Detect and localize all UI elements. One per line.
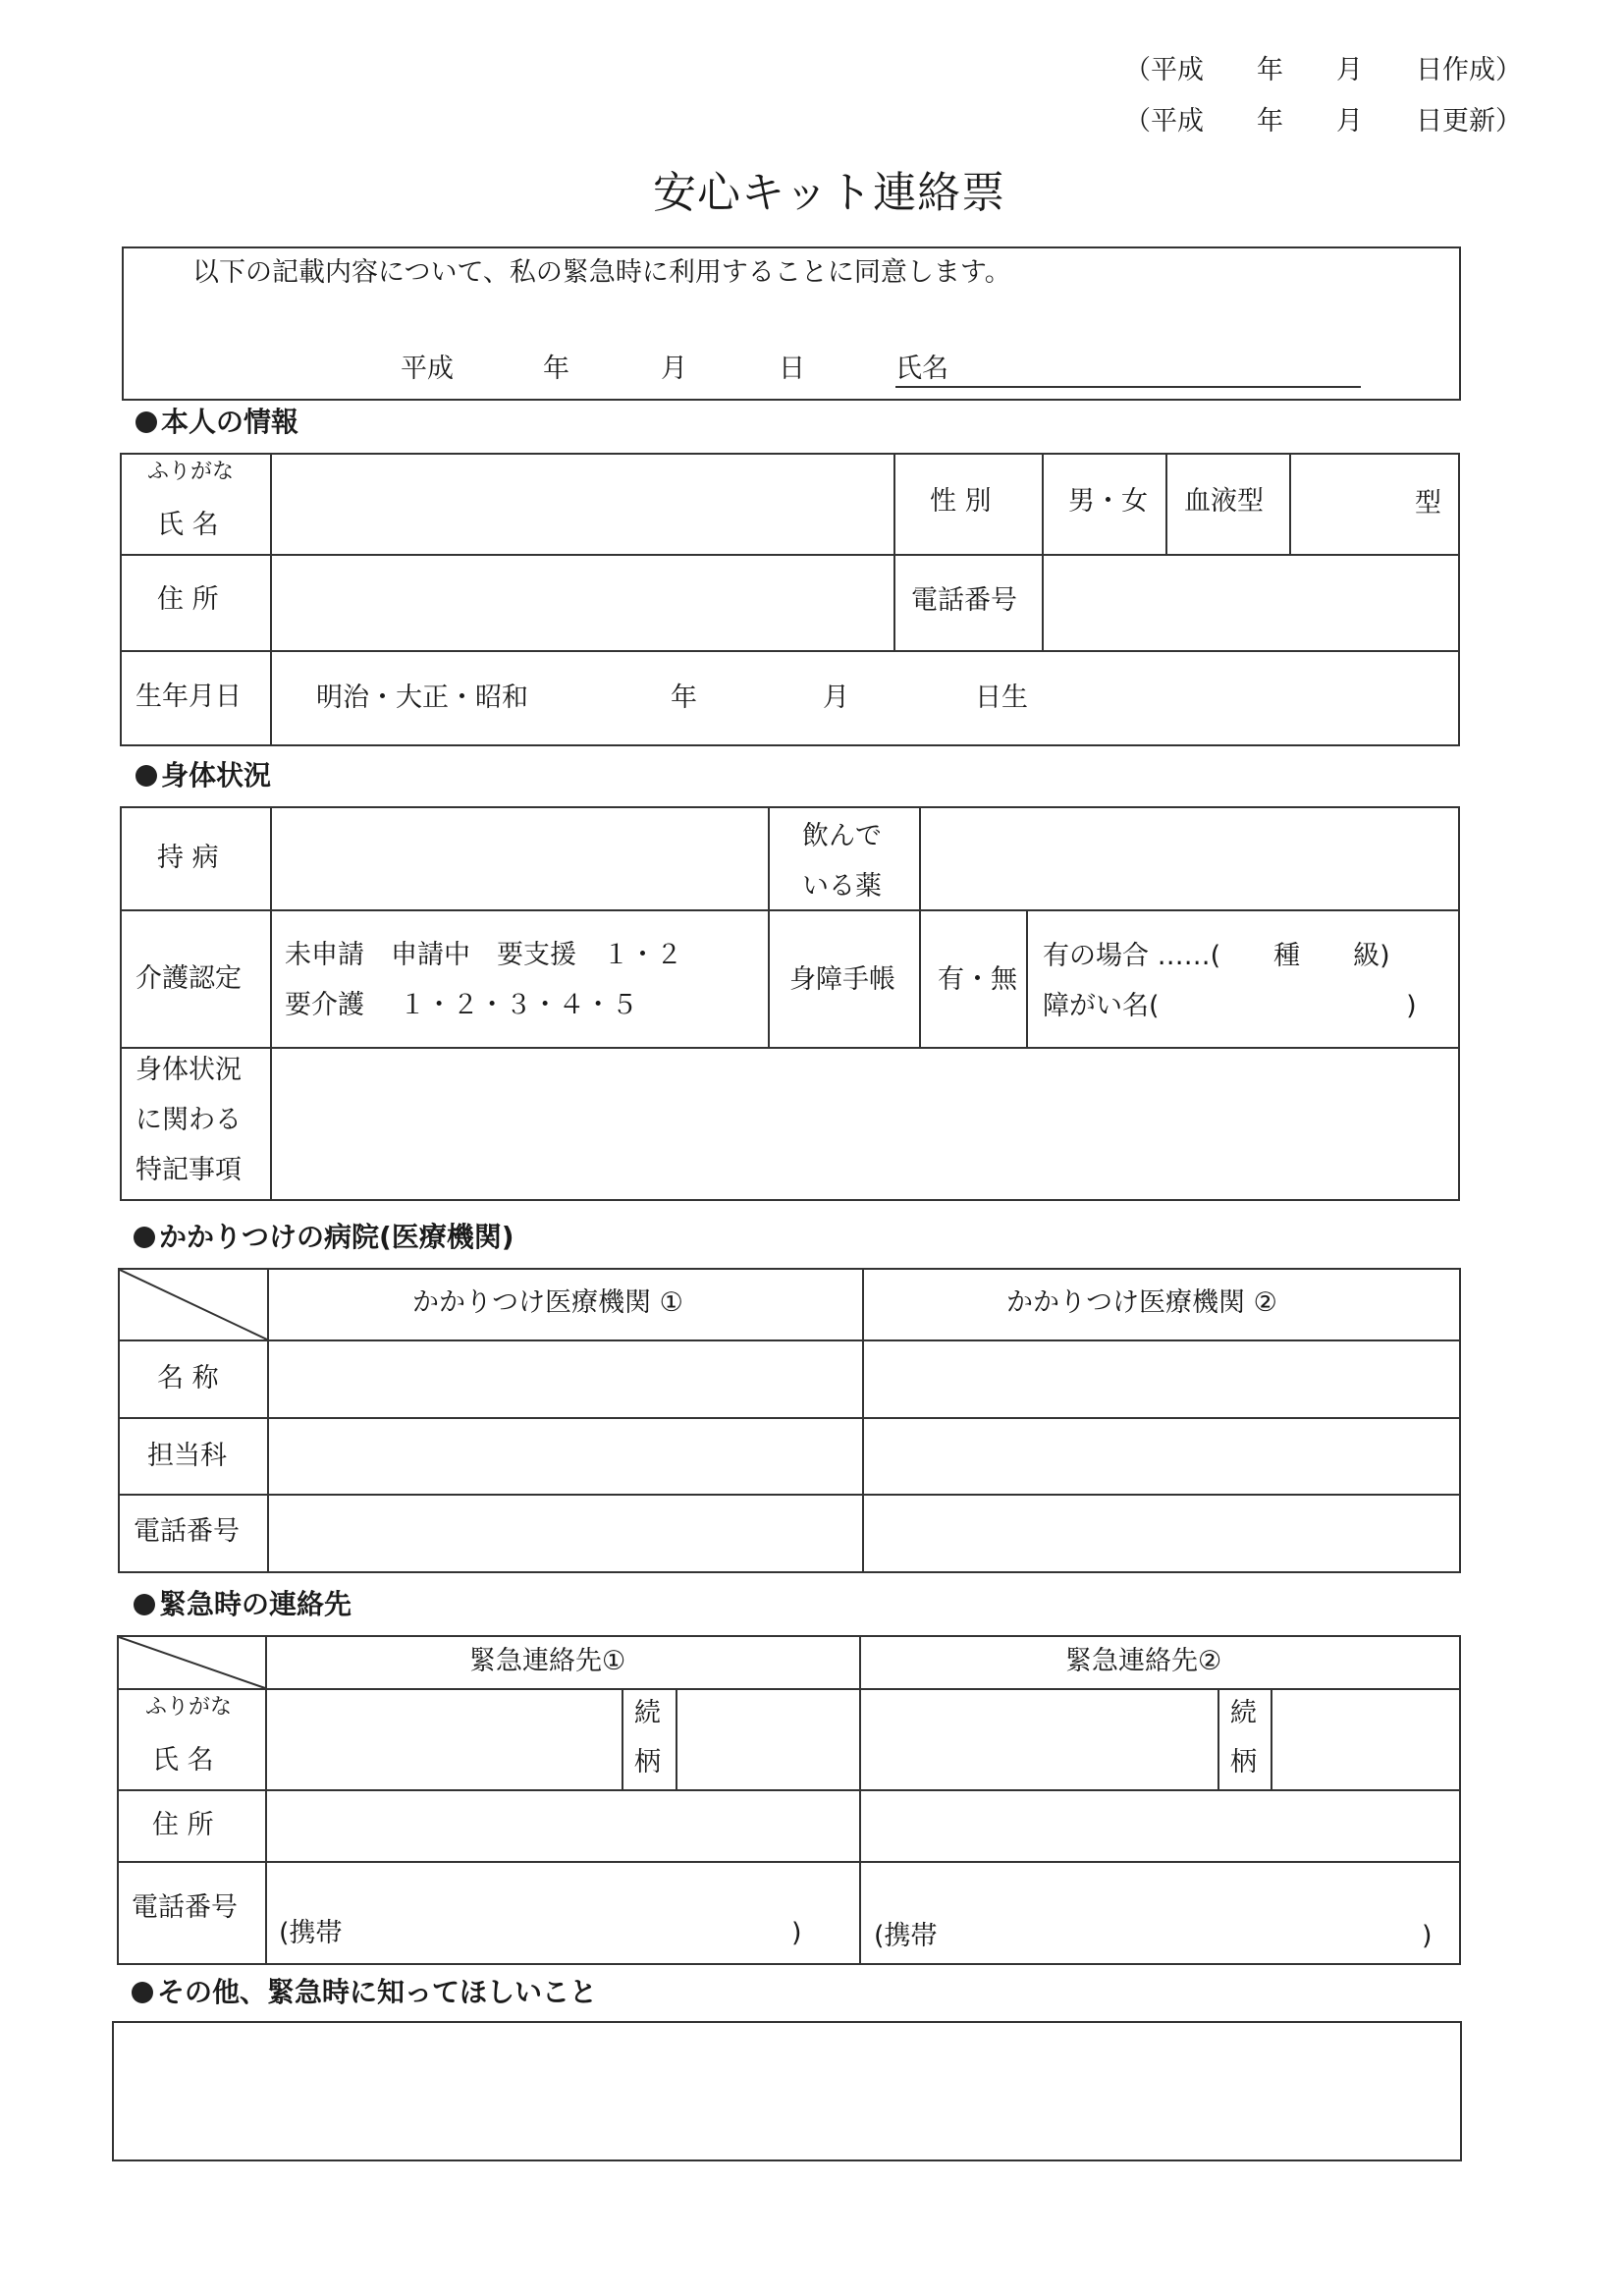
updated-date-line: （平成 年 月 日更新） [1124,106,1522,137]
hospital-col-2-header: かかりつけ医療機関 ② [1006,1287,1277,1318]
gender-label: 性 別 [930,486,992,517]
emergency-2-mobile-close: ) [1422,1921,1433,1951]
blood-type-field[interactable] [1292,456,1410,552]
notes-label-1: 身体状況 [135,1055,242,1085]
emergency-1-mobile-open: (携帯 [279,1918,343,1948]
bullet-icon [135,411,157,433]
emergency-corner-diagonal [117,1635,266,1689]
medicine-label-1: 飲んで [802,821,882,851]
hospital-row-department-label: 担当科 [147,1441,227,1471]
section-physical-heading: 身体状況 [135,762,271,790]
consent-name-label: 氏名 [895,354,948,384]
emergency-2-mobile-field[interactable] [957,1910,1414,1954]
emergency-2-address-field[interactable] [862,1792,1459,1859]
personal-name-label: 氏 名 [157,510,219,540]
birth-day-label: 日生 [975,683,1028,713]
disability-handbook-label: 身障手帳 [789,964,895,995]
birth-month-label: 月 [823,683,849,713]
care-certification-label: 介護認定 [135,963,242,994]
emergency-furigana-label: ふりがな [145,1695,233,1720]
consent-statement: 以下の記載内容について、私の緊急時に利用することに同意します。 [192,257,1011,288]
personal-phone-field[interactable] [1045,557,1458,648]
emergency-1-name-field[interactable] [268,1691,620,1787]
consent-name-underline[interactable] [895,386,1361,388]
hospital-row-phone-label: 電話番号 [134,1516,240,1547]
hospital-col-1-header: かかりつけ医療機関 ① [412,1287,683,1318]
section-hospital-heading: かかりつけの病院(医療機関) [134,1224,514,1251]
bullet-icon [134,1227,155,1248]
section-personal-heading: 本人の情報 [135,409,298,436]
blood-type-suffix: 型 [1415,488,1441,519]
emergency-1-relation-label-2: 柄 [634,1747,661,1777]
bullet-icon [134,1594,155,1615]
consent-day: 日 [779,354,805,384]
care-options-line-1[interactable]: 未申請 申請中 要支援 １・２ [285,940,682,970]
emergency-2-relation-label-2: 柄 [1230,1747,1257,1777]
bullet-icon [132,1982,153,2003]
hospital-row-name-label: 名 称 [157,1363,219,1394]
hospital-2-phone-field[interactable] [865,1497,1459,1571]
section-other-heading: その他、緊急時に知ってほしいこと [132,1979,597,2006]
emergency-phone-label: 電話番号 [132,1892,238,1923]
created-date-line: （平成 年 月 日作成） [1124,55,1522,85]
personal-furigana-label: ふりがな [147,460,235,484]
emergency-2-relation-field[interactable] [1273,1691,1459,1787]
physical-notes-field[interactable] [273,1050,1458,1199]
emergency-address-label: 住 所 [152,1810,214,1840]
emergency-2-mobile-open: (携帯 [874,1921,938,1951]
personal-name-field[interactable] [273,456,892,552]
personal-address-field[interactable] [273,557,892,648]
emergency-1-mobile-close: ) [791,1918,802,1948]
notes-label-2: に関わる [135,1105,242,1135]
disability-name-line[interactable]: 障がい名( ) [1043,991,1417,1021]
blood-type-label: 血液型 [1184,486,1264,517]
consent-year: 年 [543,354,569,384]
care-options-line-2[interactable]: 要介護 １・２・３・４・５ [285,990,638,1020]
emergency-1-relation-label-1: 続 [634,1698,661,1728]
hospital-1-name-field[interactable] [270,1342,860,1415]
emergency-name-label: 氏 名 [152,1745,214,1776]
birth-era-options[interactable]: 明治・大正・昭和 [316,683,528,713]
emergency-2-name-field[interactable] [862,1691,1216,1787]
emergency-1-relation-field[interactable] [678,1691,857,1787]
hospital-2-name-field[interactable] [865,1342,1459,1415]
gender-options[interactable]: 男・女 [1068,486,1148,517]
section-emergency-heading: 緊急時の連絡先 [134,1591,352,1618]
emergency-col-2-header: 緊急連絡先② [1065,1646,1222,1676]
hospital-corner-diagonal [118,1268,268,1340]
hospital-1-phone-field[interactable] [270,1497,860,1571]
hospital-2-department-field[interactable] [865,1420,1459,1492]
consent-era: 平成 [401,354,454,384]
personal-phone-label: 電話番号 [911,585,1017,616]
medicine-field[interactable] [922,809,1458,907]
disability-grade-line[interactable]: 有の場合 ……( 種 級) [1043,941,1390,971]
page-title: 安心キット連絡票 [653,168,1006,218]
medicine-label-2: いる薬 [802,871,882,902]
birth-year-label: 年 [671,683,697,713]
disability-handbook-options[interactable]: 有・無 [938,964,1017,995]
birth-date-label: 生年月日 [135,682,242,712]
hospital-1-department-field[interactable] [270,1420,860,1492]
emergency-1-mobile-field[interactable] [363,1910,785,1954]
chronic-illness-label: 持 病 [157,843,219,873]
other-notes-field[interactable] [112,2021,1462,2161]
emergency-1-address-field[interactable] [268,1792,857,1859]
emergency-2-relation-label-1: 続 [1230,1698,1257,1728]
bullet-icon [135,765,157,787]
notes-label-3: 特記事項 [135,1155,242,1185]
emergency-col-1-header: 緊急連絡先① [469,1646,626,1676]
consent-month: 月 [661,354,687,384]
personal-address-label: 住 所 [157,584,219,615]
chronic-illness-field[interactable] [273,809,766,907]
